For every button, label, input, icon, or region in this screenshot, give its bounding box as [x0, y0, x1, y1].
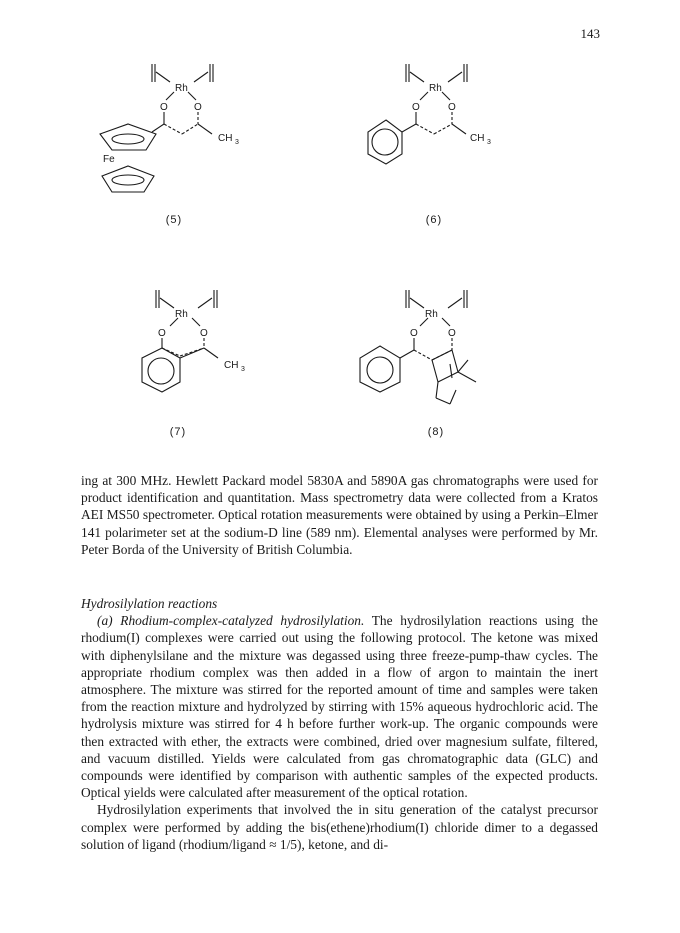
methyl-subscript: 3 — [241, 366, 245, 373]
paragraph-1: ing at 300 MHz. Hewlett Packard model 5830A and 5890A gas chromatographs were used for product identification and quantitation. Mass spectrometry data were collected from a Kratos AEI MS50 spectrometer. Optical rotation measurements were obtained by using a Perkin–Elmer 141 polarimeter set at the sodium-D line (589 nm). Elemental analyses were performed by Mr. Peter Borda of the University of British Columbia. — [81, 473, 598, 557]
section-heading: Hydrosilylation reactions — [81, 596, 218, 611]
paragraph-2-text: The hydrosilylation reactions using the rhodium(I) complexes were carried out using the following protocol. The ketone was mixed with diphenylsilane and the mixture was degassed using three freeze-pump-thaw cycles. The appropriate rhodium complex was then added in a flow of argon to maintain the inert atmosphere. The mixture was stirred for the reported amount of time and samples were taken from the reaction mixture and hydrolyzed by stirring with 15% aqueous hydrochloric acid. The hydrolysis mixture was stirred for 4 h before further work-up. The organic compounds were then extracted with ether, the extracts were combined, dried over magnesium sulfate, filtered, and vacuum distilled. Yields were calculated from gas chromatographic data (GLC) and compounds were identified by comparison with authentic samples of the expected products. Optical yields were calculated after measurement of the optical rotation. — [81, 613, 598, 801]
methyl-group: CH — [224, 360, 239, 371]
structure-6-drawing — [350, 58, 530, 218]
oxygen-atom: O — [448, 328, 456, 339]
structure-6 — [350, 58, 530, 218]
paragraph-instruments — [81, 472, 598, 558]
paragraph-2 — [81, 612, 598, 801]
structure-5-drawing — [90, 58, 270, 218]
methyl-subscript: 3 — [235, 139, 239, 146]
rh-atom: Rh — [429, 83, 442, 94]
page-number: 143 — [580, 26, 600, 41]
compound-label-6: (6) — [425, 214, 443, 226]
subheading: (a) Rhodium-complex-catalyzed hydrosilylation. — [97, 613, 365, 629]
hydrosilylation-section — [81, 595, 598, 853]
oxygen-atom: O — [160, 102, 168, 113]
structure-7-drawing — [118, 286, 298, 436]
structure-8 — [340, 286, 520, 436]
oxygen-atom: O — [412, 102, 420, 113]
compound-label-7: (7) — [169, 426, 187, 438]
compound-label-8: (8) — [427, 426, 445, 438]
oxygen-atom: O — [448, 102, 456, 113]
methyl-subscript: 3 — [487, 139, 491, 146]
rh-atom: Rh — [175, 309, 188, 320]
structure-7 — [118, 286, 298, 436]
compound-label-5: (5) — [165, 214, 183, 226]
structure-8-drawing — [340, 286, 520, 436]
oxygen-atom: O — [410, 328, 418, 339]
iron-atom: Fe — [103, 154, 115, 165]
structure-5 — [90, 58, 270, 218]
oxygen-atom: O — [200, 328, 208, 339]
oxygen-atom: O — [158, 328, 166, 339]
paragraph-3: Hydrosilylation experiments that involved the in situ generation of the catalyst precursor complex were performed by adding the bis(ethene)rhodium(I) chloride dimer to a degassed solution of ligand (rhodium/ligand ≈ 1/5), ketone, and di- — [81, 802, 598, 852]
methyl-group: CH — [470, 133, 485, 144]
methyl-group: CH — [218, 133, 233, 144]
rh-atom: Rh — [425, 309, 438, 320]
oxygen-atom: O — [194, 102, 202, 113]
rh-atom: Rh — [175, 83, 188, 94]
